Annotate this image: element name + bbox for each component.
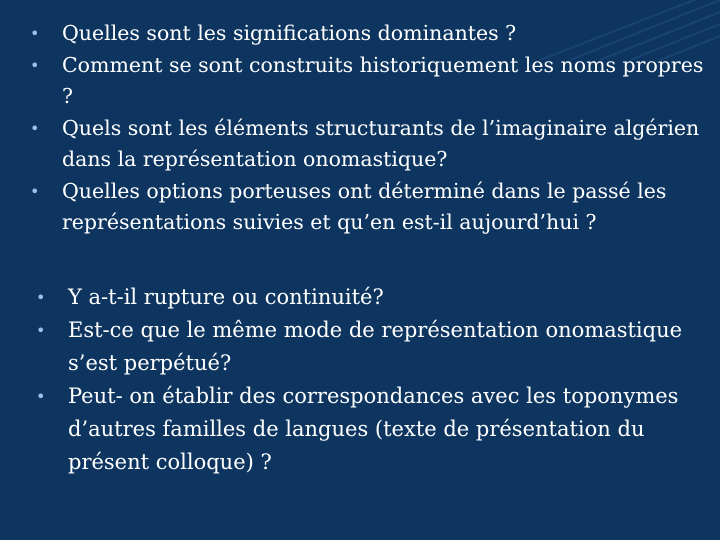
question-text: Comment se sont construits historiquement les noms propres ?: [62, 52, 704, 108]
question-text: Quelles sont les significations dominantes ?: [62, 21, 517, 45]
list-item: [36, 281, 696, 314]
question-text: Quels sont les éléments structurants de l’imaginaire algérien dans la représentation onomastique?: [62, 115, 700, 171]
bullet-icon: •: [36, 288, 46, 307]
bullet-icon: •: [30, 118, 40, 138]
bullet-icon: •: [36, 321, 46, 340]
question-list-1: [30, 18, 710, 239]
bullet-icon: •: [30, 24, 40, 43]
list-item: [30, 50, 710, 113]
question-text: Quelles options porteuses ont déterminé dans le passé les représentations suivies et qu’en est-il aujourd’hui ?: [62, 178, 667, 234]
list-item: [30, 113, 710, 176]
list-item: [30, 176, 710, 239]
bullet-icon: •: [30, 181, 40, 201]
question-text: Peut- on établir des correspondances avec les toponymes d’autres familles de langues (texte de présentation du présent colloque) ?: [68, 384, 679, 474]
bullet-icon: •: [30, 55, 40, 75]
question-text: Est-ce que le même mode de représentation onomastique s’est perpétué?: [68, 318, 683, 375]
question-text: Y a-t-il rupture ou continuité?: [68, 285, 384, 309]
list-item: [36, 314, 696, 380]
bullet-icon: •: [36, 387, 46, 406]
list-item: [30, 18, 710, 50]
question-list-2: [36, 281, 696, 479]
list-item: [36, 380, 696, 479]
